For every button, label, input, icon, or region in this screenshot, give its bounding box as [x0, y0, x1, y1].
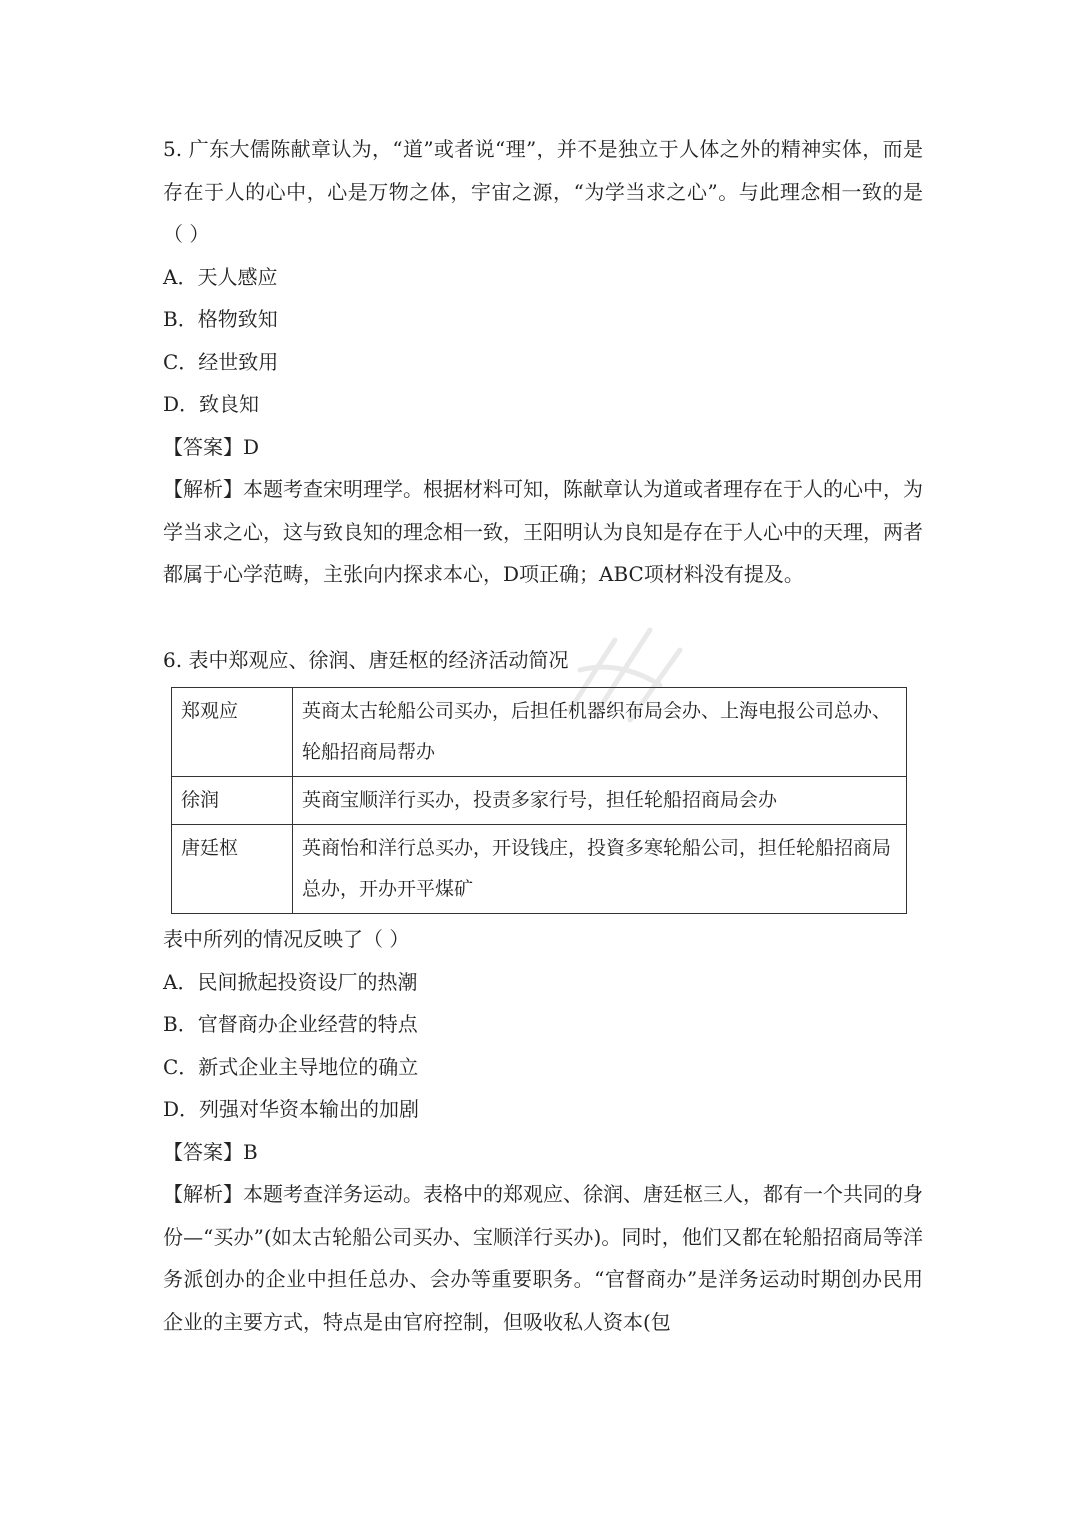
- question-5-answer: 【答案】D: [163, 434, 260, 459]
- question-5-option-c: C．经世致用: [163, 349, 279, 374]
- question-5-option-b: B．格物致知: [163, 307, 278, 331]
- question-6-analysis: 【解析】本题考查洋务运动。表格中的郑观应、徐润、唐廷枢三人，都有一个共同的身份—“买办”(如太古轮船公司买办、宝顺洋行买办)。同时，他们又都在轮船招商局等洋务派创办的企业中担任总办、会办等重要职务。“官督商办”是洋务运动时期创办民用企业的主要方式，特点是由官府控制，但吸收私人资本(包: [163, 1182, 923, 1334]
- question-6-option-b: B．官督商办企业经营的特点: [163, 1012, 418, 1036]
- table-row: [172, 777, 907, 825]
- document-page: [163, 128, 923, 1343]
- question-6-option-a: A．民间掀起投资设厂的热潮: [163, 969, 418, 994]
- table-cell-name: 郑观应: [172, 688, 293, 777]
- question-5-stem: 5. 广东大儒陈献章认为，“道”或者说“理”，并不是独立于人体之外的精神实体，而是存在于人的心中，心是万物之体，宇宙之源，“为学当求之心”。与此理念相一致的是（ ）: [163, 137, 923, 246]
- question-5-option-d: D．致良知: [163, 392, 260, 416]
- table-cell-desc: 英商怡和洋行总买办，开设钱庄，投資多寒轮船公司，担任轮船招商局总办，开办开平煤矿: [293, 825, 907, 914]
- question-6-option-c: C．新式企业主导地位的确立: [163, 1054, 419, 1079]
- question-5-analysis: 【解析】本题考查宋明理学。根据材料可知，陈献章认为道或者理存在于人的心中，为学当求之心，这与致良知的理念相一致，王阳明认为良知是存在于人心中的天理，两者都属于心学范畴，主张向内探求本心，D项正确；ABC项材料没有提及。: [163, 477, 923, 586]
- question-6-prompt: 表中所列的情况反映了（ ）: [163, 927, 410, 951]
- question-6-option-d: D．列强对华资本输出的加剧: [163, 1097, 420, 1121]
- question-5-option-a: A．天人感应: [163, 264, 278, 289]
- table-cell-name: 唐廷枢: [172, 825, 293, 914]
- table-cell-name: 徐润: [172, 777, 293, 825]
- table-cell-desc: 英商太古轮船公司买办，后担任机器织布局会办、上海电报公司总办、轮船招商局帮办: [293, 688, 907, 777]
- activity-table: [171, 687, 907, 914]
- table-row: [172, 825, 907, 914]
- question-6-answer: 【答案】B: [163, 1139, 258, 1164]
- question-gap: [163, 596, 923, 639]
- question-6-stem: 6. 表中郑观应、徐润、唐廷枢的经济活动简况: [163, 647, 569, 672]
- table-cell-desc: 英商宝顺洋行买办，投责多家行号，担任轮船招商局会办: [293, 777, 907, 825]
- table-row: [172, 688, 907, 777]
- question-5: [163, 128, 923, 596]
- question-6: [163, 639, 923, 1344]
